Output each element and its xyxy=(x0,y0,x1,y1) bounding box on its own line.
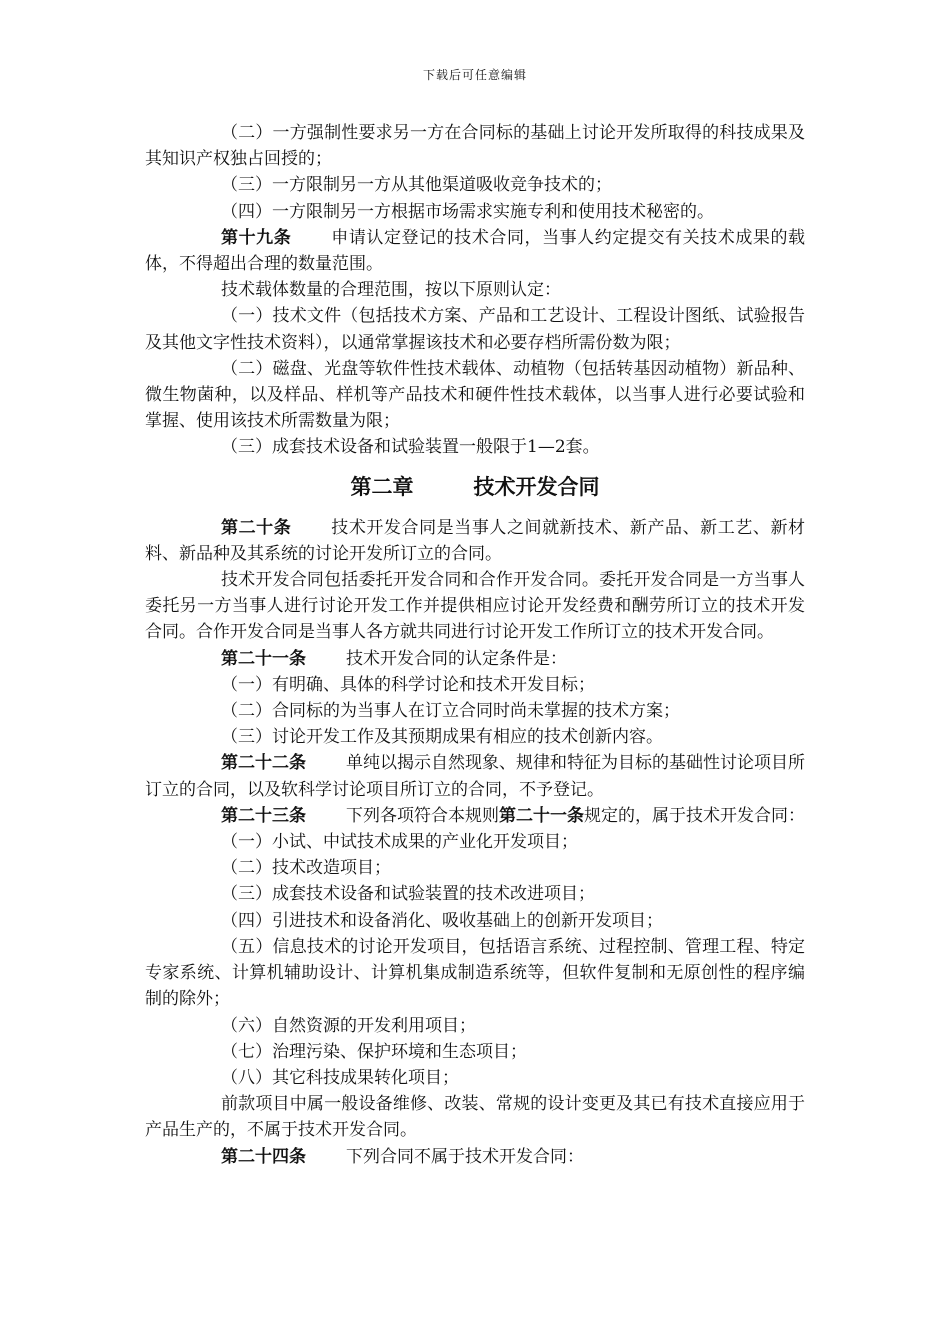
paragraph: （四）一方限制另一方根据市场需求实施专利和使用技术秘密的。 xyxy=(221,201,714,222)
paragraph: 技术载体数量的合理范围，按以下原则认定： xyxy=(221,280,561,301)
article-label: 第十九条 xyxy=(221,227,292,248)
article-label: 第二十三条 xyxy=(221,805,306,826)
paragraph: （七）治理污染、保护环境和生态项目； xyxy=(221,1041,527,1062)
article-label: 第二十二条 xyxy=(221,753,306,774)
article-22 xyxy=(145,750,805,802)
document-body xyxy=(145,120,805,1170)
article-text: 技术开发合同是当事人之间就新技术、新产品、新工艺、新材料、新品种及其系统的讨论开发所订立的合同。 xyxy=(145,517,806,564)
paragraph: （八）其它科技成果转化项目； xyxy=(221,1067,459,1088)
paragraph: （三）成套技术设备和试验装置一般限于1—2套。 xyxy=(221,437,600,458)
paragraph: （三）讨论开发工作及其预期成果有相应的技术创新内容。 xyxy=(221,727,663,748)
article-19 xyxy=(145,225,805,277)
paragraph: 前款项目中属一般设备维修、改装、常规的设计变更及其已有技术直接应用于产品生产的，不属于技术开发合同。 xyxy=(145,1094,805,1141)
paragraph: （一）技术文件（包括技术方案、产品和工艺设计、工程设计图纸、试验报告及其他文字性技术资料），以通常掌握该技术和必要存档所需份数为限； xyxy=(145,306,805,353)
article-text: 单纯以揭示自然现象、规律和特征为目标的基础性讨论项目所订立的合同，以及软科学讨论项目所订立的合同，不予登记。 xyxy=(145,753,805,800)
article-23 xyxy=(145,803,805,829)
article-label: 第二十一条 xyxy=(221,648,306,669)
article-text: 下列合同不属于技术开发合同： xyxy=(346,1146,584,1167)
article-text: 申请认定登记的技术合同，当事人约定提交有关技术成果的载体，不得超出合理的数量范围。 xyxy=(145,227,806,275)
paragraph: （二）一方强制性要求另一方在合同标的基础上讨论开发所取得的科技成果及其知识产权独占回授的； xyxy=(145,123,805,170)
article-text: 规定的，属于技术开发合同： xyxy=(584,805,805,826)
paragraph: （三）成套技术设备和试验装置的技术改进项目； xyxy=(221,884,595,905)
paragraph: （二）合同标的为当事人在订立合同时尚未掌握的技术方案； xyxy=(221,701,680,722)
article-24 xyxy=(145,1144,805,1170)
paragraph: （三）一方限制另一方从其他渠道吸收竞争技术的； xyxy=(221,175,612,196)
article-label: 第二十四条 xyxy=(221,1146,306,1167)
paragraph: （四）引进技术和设备消化、吸收基础上的创新开发项目； xyxy=(221,910,663,931)
paragraph: （一）小试、中试技术成果的产业化开发项目； xyxy=(221,832,578,853)
paragraph: （五）信息技术的讨论开发项目，包括语言系统、过程控制、管理工程、特定专家系统、计算机辅助设计、计算机集成制造系统等，但软件复制和无原创性的程序编制的除外； xyxy=(145,936,805,1010)
paragraph: （一）有明确、具体的科学讨论和技术开发目标； xyxy=(221,674,595,695)
chapter-title: 技术开发合同 xyxy=(473,474,600,499)
article-21 xyxy=(145,646,805,672)
article-text: 技术开发合同的认定条件是： xyxy=(346,648,567,669)
paragraph: 技术开发合同包括委托开发合同和合作开发合同。委托开发合同是一方当事人委托另一方当事人进行讨论开发工作并提供相应讨论开发经费和酬劳所订立的技术开发合同。合作开发合同是当事人各方就共同进行讨论开发工作所订立的技术开发合同。 xyxy=(145,570,805,643)
article-text: 下列各项符合本规则 xyxy=(346,805,499,826)
paragraph: （二）磁盘、光盘等软件性技术载体、动植物（包括转基因动植物）新品种、微生物菌种，以及样品、样机等产品技术和硬件性技术载体，以当事人进行必要试验和掌握、使用该技术所需数量为限； xyxy=(145,358,805,432)
chapter-number: 第二章 xyxy=(350,474,414,499)
paragraph: （二）技术改造项目； xyxy=(221,858,391,879)
article-20 xyxy=(145,515,805,567)
chapter-heading xyxy=(145,471,805,503)
article-reference: 第二十一条 xyxy=(499,805,584,826)
article-label: 第二十条 xyxy=(221,517,292,538)
page-header: 下载后可任意编辑 xyxy=(422,68,527,82)
paragraph: （六）自然资源的开发利用项目； xyxy=(221,1015,476,1036)
